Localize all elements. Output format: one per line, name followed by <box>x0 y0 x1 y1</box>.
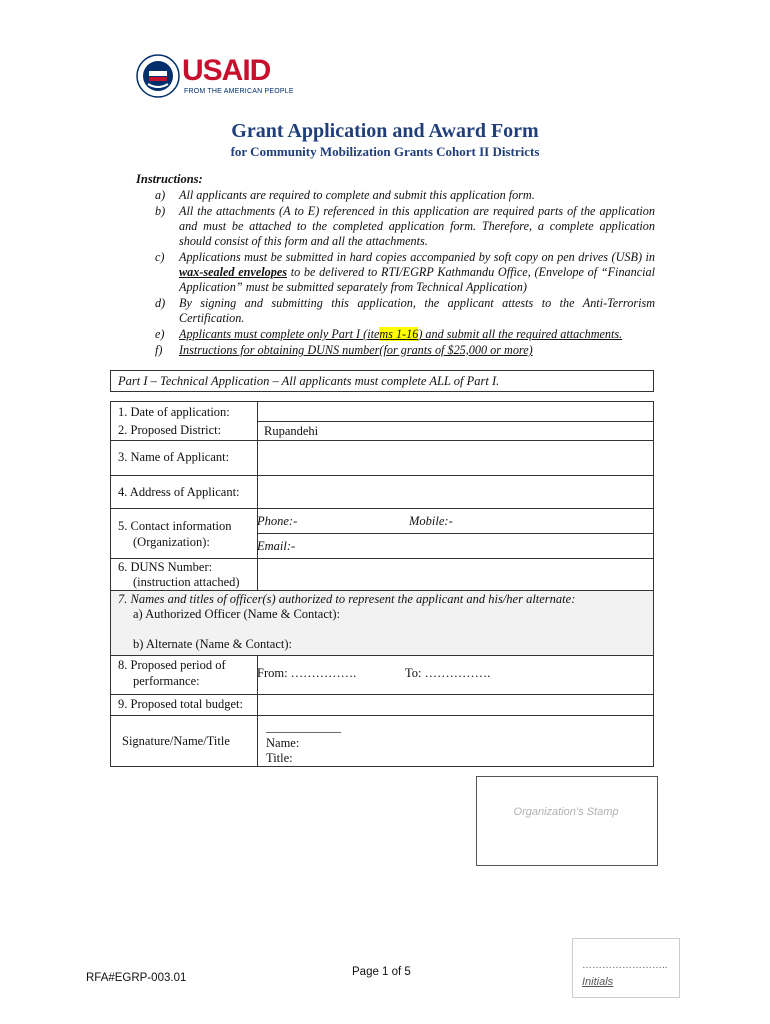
usaid-seal-icon <box>136 54 180 98</box>
q5-label-line2: (Organization): <box>133 535 210 549</box>
q6-label-line1: 6. DUNS Number: <box>118 560 213 574</box>
page-number: Page 1 of 5 <box>352 966 411 978</box>
instruction-a: a) All applicants are required to complete and submit this application form. <box>155 188 535 202</box>
organization-stamp-box[interactable] <box>476 776 658 866</box>
q9-label: 9. Proposed total budget: <box>118 697 243 711</box>
q3-label: 3. Name of Applicant: <box>118 450 230 464</box>
instruction-b: b) All the attachments (A to E) referenced in this application are required parts of the application and must be attached to the completed application form. Therefore, a complete application should consist of this form and all the attachments. <box>155 204 655 249</box>
name-of-applicant-field[interactable] <box>257 440 654 476</box>
name-label: Name: <box>266 736 300 750</box>
part1-heading: Part I – Technical Application – All applicants must complete ALL of Part I. <box>118 374 500 388</box>
instruction-c: c) Applications must be submitted in hard copies accompanied by soft copy on pen drives (USB) in wax-sealed envelopes to be delivered to RTI/EGRP Kathmandu Office, (Envelope of “Financial Application” must be submitted separately from Technical Application) <box>155 250 655 295</box>
from-label: From: ……………. <box>257 666 357 680</box>
usaid-wordmark: USAID <box>182 54 271 87</box>
footer-reference: RFA#EGRP-003.01 <box>86 972 187 984</box>
usaid-logo <box>136 52 296 102</box>
page-subtitle: for Community Mobilization Grants Cohort II Districts <box>230 144 540 159</box>
phone-mobile-field[interactable] <box>257 508 654 534</box>
phone-label: Phone:- <box>257 514 298 528</box>
address-of-applicant-field[interactable] <box>257 475 654 509</box>
organization-stamp-label: Organization’s Stamp <box>513 806 619 818</box>
instructions-heading: Instructions: <box>136 172 203 186</box>
instruction-e: e) Applicants must complete only Part I (items 1-16) and submit all the required attachments. <box>155 327 623 341</box>
to-label: To: ……………. <box>405 666 491 680</box>
signature-line: ____________ <box>266 720 341 734</box>
q7b-label: b) Alternate (Name & Contact): <box>133 637 292 651</box>
title-label: Title: <box>266 751 293 765</box>
initials-line: …………………….. <box>582 960 668 971</box>
q8-label-line1: 8. Proposed period of <box>118 658 226 672</box>
q5-label-line1: 5. Contact information <box>118 519 232 533</box>
q4-label: 4. Address of Applicant: <box>118 485 240 499</box>
signature-label: Signature/Name/Title <box>122 734 230 748</box>
q1-label: 1. Date of application: <box>118 405 230 419</box>
mobile-label: Mobile:- <box>409 514 453 528</box>
q2-label: 2. Proposed District: <box>118 423 222 437</box>
usaid-tagline: FROM THE AMERICAN PEOPLE <box>184 88 294 95</box>
date-of-application-field[interactable] <box>257 401 654 422</box>
q6-label-line2: (instruction attached) <box>133 575 240 589</box>
initials-label: Initials <box>582 976 614 988</box>
instruction-d: d) By signing and submitting this application, the applicant attests to the Anti-Terrorism Certification. <box>155 296 655 326</box>
q2-value: Rupandehi <box>264 424 319 438</box>
q7-label: 7. Names and titles of officer(s) authorized to represent the applicant and his/her alternate: <box>118 592 576 606</box>
email-label: Email:- <box>257 539 296 553</box>
page-title: Grant Application and Award Form <box>231 120 539 142</box>
duns-number-field[interactable] <box>257 558 654 591</box>
instruction-f-link[interactable]: f) Instructions for obtaining DUNS number(for grants of $25,000 or more) <box>155 343 533 357</box>
q7a-label: a) Authorized Officer (Name & Contact): <box>133 607 340 621</box>
q8-label-line2: performance: <box>133 674 200 688</box>
proposed-budget-field[interactable] <box>257 694 654 716</box>
email-field[interactable] <box>257 533 654 559</box>
